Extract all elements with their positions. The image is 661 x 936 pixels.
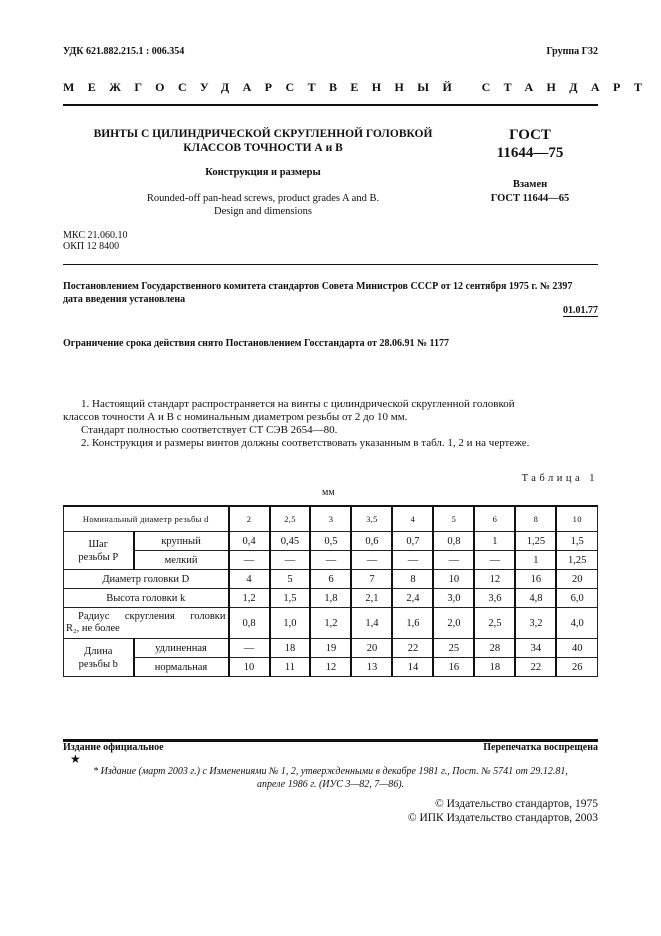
no-reprint: Перепечатка воспрещена bbox=[483, 742, 598, 753]
table-cell: 14 bbox=[392, 658, 433, 677]
table-cell: 18 bbox=[270, 639, 311, 658]
label-line: Шаг bbox=[88, 538, 109, 550]
paragraph: 1. Настоящий стандарт распространяется на винты с цилиндрической скругленной головкой bbox=[81, 398, 515, 410]
table-cell: 22 bbox=[392, 639, 433, 658]
table-cell: 6 bbox=[474, 506, 515, 532]
replaces bbox=[470, 178, 590, 206]
pitch-label bbox=[64, 532, 134, 570]
star-icon: ★ bbox=[70, 752, 81, 766]
table-cell: 0,7 bbox=[392, 532, 433, 551]
length-label bbox=[64, 639, 134, 677]
table-cell: — bbox=[229, 551, 270, 570]
table-row bbox=[64, 532, 598, 551]
limit-note: Ограничение срока действия снято Постановлением Госстандарта от 28.06.91 № 1177 bbox=[63, 338, 449, 349]
label-line: Радиус скругления головки bbox=[78, 611, 226, 622]
title-ru bbox=[63, 127, 463, 155]
table-cell: — bbox=[392, 551, 433, 570]
row-label: нормальная bbox=[134, 658, 229, 677]
paragraph: Стандарт полностью соответствует СТ СЭВ 2654—80. bbox=[81, 424, 338, 436]
table-cell: 1,0 bbox=[270, 608, 311, 639]
table-cell: — bbox=[310, 551, 351, 570]
table-cell: 12 bbox=[474, 570, 515, 589]
table-cell: 16 bbox=[433, 658, 474, 677]
table-cell: 5 bbox=[270, 570, 311, 589]
footnote bbox=[63, 765, 598, 791]
decree bbox=[63, 280, 572, 306]
table-cell: 20 bbox=[556, 570, 597, 589]
table-cell: 7 bbox=[351, 570, 392, 589]
row-label: мелкий bbox=[134, 551, 229, 570]
replaces-num: ГОСТ 11644—65 bbox=[490, 193, 570, 204]
table-cell: 4,0 bbox=[556, 608, 597, 639]
table-cell: 0,8 bbox=[433, 532, 474, 551]
table-cell: 1,4 bbox=[351, 608, 392, 639]
table-cell: 1,8 bbox=[310, 589, 351, 608]
table-cell: 20 bbox=[351, 639, 392, 658]
label-line: резьбы b bbox=[78, 658, 118, 670]
decree-line: дата введения установлена bbox=[63, 294, 186, 305]
table-cell: 2,5 bbox=[474, 608, 515, 639]
table-cell: 34 bbox=[515, 639, 556, 658]
replaces-label: Взамен bbox=[512, 179, 548, 190]
table-row bbox=[64, 589, 598, 608]
table-cell: 0,45 bbox=[270, 532, 311, 551]
copyright-line: © ИПК Издательство стандартов, 2003 bbox=[407, 812, 598, 824]
table-cell: 6,0 bbox=[556, 589, 597, 608]
title-en-line: Rounded-off pan-head screws, product grades A and B. bbox=[146, 193, 380, 204]
table-row bbox=[64, 570, 598, 589]
table-cell: 2,5 bbox=[270, 506, 311, 532]
table-cell: 3,2 bbox=[515, 608, 556, 639]
title-line: КЛАССОВ ТОЧНОСТИ А и В bbox=[183, 142, 343, 154]
title-line: ВИНТЫ С ЦИЛИНДРИЧЕСКОЙ СКРУГЛЕННОЙ ГОЛОВКОЙ bbox=[93, 128, 433, 140]
table-cell: 1,2 bbox=[310, 608, 351, 639]
title-en-line: Design and dimensions bbox=[214, 206, 312, 217]
table-caption: Таблица 1 bbox=[521, 473, 598, 484]
table-cell: — bbox=[474, 551, 515, 570]
paragraph: 2. Конструкция и размеры винтов должны соответствовать указанным в табл. 1, 2 и на чертеже. bbox=[81, 437, 530, 449]
table-cell: 4,8 bbox=[515, 589, 556, 608]
table-cell: 40 bbox=[556, 639, 597, 658]
table-cell: 10 bbox=[433, 570, 474, 589]
divider bbox=[63, 264, 598, 265]
table-cell: 2,1 bbox=[351, 589, 392, 608]
standard-banner: МЕЖГОСУДАРСТВЕННЫЙ СТАНДАРТ bbox=[63, 80, 656, 94]
gost-num: 11644—75 bbox=[496, 145, 564, 161]
label-line: R₂, не более bbox=[66, 623, 120, 634]
footnote-line: * Издание (март 2003 г.) с Изменениями № 1, 2, утвержденными в декабре 1981 г., Пост. № 5741 от 29.12.81, bbox=[93, 766, 568, 777]
table-cell: 11 bbox=[270, 658, 311, 677]
table-cell: 1,5 bbox=[270, 589, 311, 608]
table-cell: 0,5 bbox=[310, 532, 351, 551]
table-cell: 0,4 bbox=[229, 532, 270, 551]
table-cell: 4 bbox=[392, 506, 433, 532]
table-cell: 22 bbox=[515, 658, 556, 677]
okp-code: ОКП 12 8400 bbox=[63, 241, 120, 252]
table-cell: 0,8 bbox=[229, 608, 270, 639]
table-cell: 3 bbox=[310, 506, 351, 532]
row-label: крупный bbox=[134, 532, 229, 551]
table-cell: 1,25 bbox=[556, 551, 597, 570]
table-cell: 5 bbox=[433, 506, 474, 532]
dimensions-table bbox=[63, 505, 598, 677]
table-cell: 2,0 bbox=[433, 608, 474, 639]
classification-codes bbox=[63, 230, 127, 252]
table-cell: 8 bbox=[392, 570, 433, 589]
row-label: Диаметр головки D bbox=[64, 570, 229, 589]
table-cell: 1 bbox=[474, 532, 515, 551]
table-cell: — bbox=[351, 551, 392, 570]
row-label bbox=[64, 608, 229, 639]
table-cell: 4 bbox=[229, 570, 270, 589]
copyright-line: © Издательство стандартов, 1975 bbox=[434, 798, 598, 810]
table-header-row bbox=[64, 506, 598, 532]
table-cell: 2,4 bbox=[392, 589, 433, 608]
table-cell: 1,6 bbox=[392, 608, 433, 639]
table-row bbox=[64, 608, 598, 639]
row-label: удлиненная bbox=[134, 639, 229, 658]
table-cell: — bbox=[229, 639, 270, 658]
table-cell: 10 bbox=[556, 506, 597, 532]
footnote-line: апреле 1986 г. (ИУС 3—82, 7—86). bbox=[256, 779, 405, 790]
title-en bbox=[63, 192, 463, 218]
copyright bbox=[408, 797, 598, 825]
introduction-date: 01.01.77 bbox=[563, 305, 598, 316]
table-cell: 3,6 bbox=[474, 589, 515, 608]
table-cell: 16 bbox=[515, 570, 556, 589]
table-cell: 19 bbox=[310, 639, 351, 658]
table-cell: 6 bbox=[310, 570, 351, 589]
label-line: Длина bbox=[84, 645, 113, 657]
divider bbox=[63, 104, 598, 106]
table-row bbox=[64, 658, 598, 677]
table-cell: 1,5 bbox=[556, 532, 597, 551]
gost-number bbox=[470, 126, 590, 162]
table-cell: 10 bbox=[229, 658, 270, 677]
title-subtitle: Конструкция и размеры bbox=[205, 167, 321, 178]
table-cell: 12 bbox=[310, 658, 351, 677]
label-line: резьбы P bbox=[78, 551, 119, 563]
header-label: Номинальный диаметр резьбы d bbox=[64, 506, 229, 532]
table-cell: 2 bbox=[229, 506, 270, 532]
group-code: Группа Г32 bbox=[546, 46, 598, 57]
table-cell: 28 bbox=[474, 639, 515, 658]
gost-label: ГОСТ bbox=[509, 127, 551, 143]
table-row bbox=[64, 639, 598, 658]
official-edition: Издание официальное bbox=[63, 742, 164, 753]
udk-code: УДК 621.882.215.1 : 006.354 bbox=[63, 46, 185, 57]
table-cell: 3,0 bbox=[433, 589, 474, 608]
table-cell: 0,6 bbox=[351, 532, 392, 551]
mks-code: МКС 21.060.10 bbox=[63, 230, 128, 241]
body-text bbox=[63, 398, 598, 450]
table-cell: 1,25 bbox=[515, 532, 556, 551]
table-cell: — bbox=[270, 551, 311, 570]
decree-line: Постановлением Государственного комитета стандартов Совета Министров СССР от 12 сентября 1975 г. № 2397 bbox=[63, 281, 573, 292]
table-cell: 26 bbox=[556, 658, 597, 677]
table-cell: 3,5 bbox=[351, 506, 392, 532]
table-cell: 18 bbox=[474, 658, 515, 677]
row-label: Высота головки k bbox=[64, 589, 229, 608]
table-unit: мм bbox=[322, 487, 335, 498]
table-cell: 8 bbox=[515, 506, 556, 532]
table-row bbox=[64, 551, 598, 570]
paragraph: классов точности А и В с номинальным диаметром резьбы от 2 до 10 мм. bbox=[63, 411, 408, 423]
table-cell: 1 bbox=[515, 551, 556, 570]
table-cell: — bbox=[433, 551, 474, 570]
table-cell: 13 bbox=[351, 658, 392, 677]
table-cell: 25 bbox=[433, 639, 474, 658]
table-cell: 1,2 bbox=[229, 589, 270, 608]
